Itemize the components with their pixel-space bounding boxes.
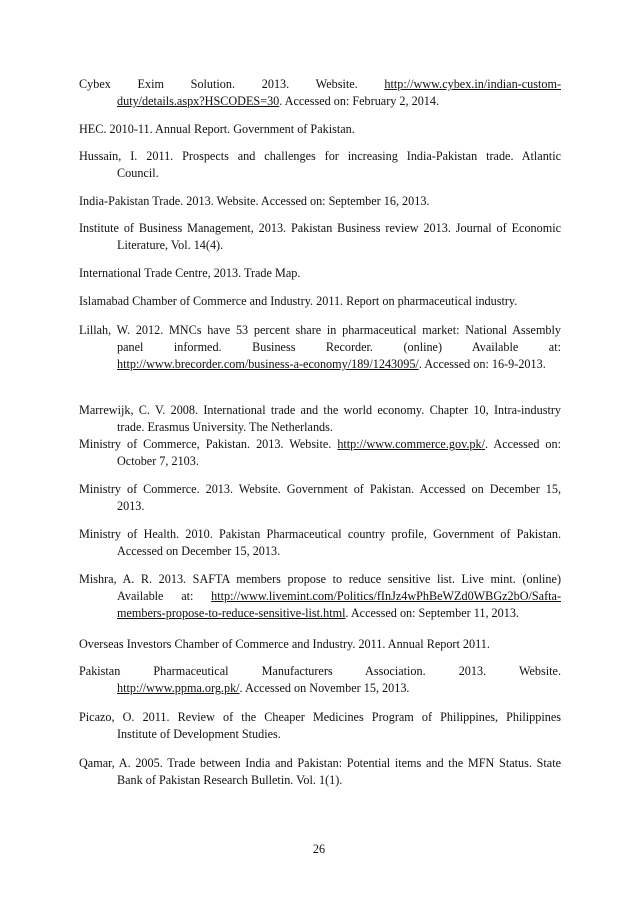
reference-text: Available at: [117,589,212,603]
reference-moc-2013 [79,481,561,515]
reference-text: HEC. 2010-11. Annual Report. Government of Pakistan. [79,122,355,136]
reference-text: . Accessed on: September 11, 2013. [345,606,519,620]
reference-text: International Trade Centre, 2013. Trade Map. [79,266,301,280]
reference-text: Ministry of Commerce, Pakistan. 2013. Website. [79,437,338,451]
reference-mishra [79,571,561,622]
reference-ministry-of-health [79,526,561,560]
reference-text: Cybex Exim Solution. 2013. Website. [79,77,358,91]
reference-itc [79,265,561,282]
reference-picazo [79,709,561,743]
reference-text: trade. Erasmus University. The Netherlands. [117,420,333,434]
reference-islamabad-chamber [79,293,561,310]
reference-text: October 7, 2103. [117,454,199,468]
reference-text: Qamar, A. 2005. Trade between India and Pakistan: Potential items and the MFN Status. State [79,756,561,770]
reference-iobm [79,220,561,254]
reference-text: 2013. [117,499,145,513]
reference-text: India-Pakistan Trade. 2013. Website. Accessed on: September 16, 2013. [79,194,430,208]
reference-link[interactable]: http://www.brecorder.com/business-a-economy/189/1243095/ [117,357,419,371]
reference-text: . Accessed on November 15, 2013. [239,681,410,695]
reference-hec [79,121,561,138]
reference-text: Hussain, I. 2011. Prospects and challenges for increasing India-Pakistan trade. Atlantic [79,149,561,163]
page-number: 26 [312,842,326,856]
reference-link[interactable]: duty/details.aspx?HSCODES=30 [117,94,280,108]
reference-moc-pakistan [79,436,561,470]
reference-marrewijk [79,402,561,436]
reference-oicci [79,636,561,653]
reference-text: Mishra, A. R. 2013. SAFTA members propose to reduce sensitive list. Live mint. (online) [79,572,561,586]
reference-text: Lillah, W. 2012. MNCs have 53 percent share in pharmaceutical market: National Assembly [79,323,561,337]
reference-text: Islamabad Chamber of Commerce and Industry. 2011. Report on pharmaceutical industry. [79,294,518,308]
reference-qamar [79,755,561,789]
reference-cybex [79,76,561,110]
reference-link[interactable]: http://www.livemint.com/Politics/fInJz4wPhBeWZd0WBGz2bO/Safta- [211,589,561,603]
reference-text: Overseas Investors Chamber of Commerce and Industry. 2011. Annual Report 2011. [79,637,490,651]
reference-link[interactable]: http://www.ppma.org.pk/ [117,681,240,695]
reference-text: Marrewijk, C. V. 2008. International trade and the world economy. Chapter 10, Intra-industry [79,403,561,417]
reference-text: Literature, Vol. 14(4). [117,238,224,252]
reference-india-pakistan-trade [79,193,561,210]
reference-text: Accessed on December 15, 2013. [117,544,281,558]
reference-text: panel informed. Business Recorder. (online) Available at: [117,340,561,354]
reference-link[interactable]: members-propose-to-reduce-sensitive-list.html [117,606,346,620]
reference-link[interactable]: http://www.commerce.gov.pk/ [337,437,485,451]
reference-text: Institute of Business Management, 2013. Pakistan Business review 2013. Journal of Economic [79,221,561,235]
reference-lillah [79,322,561,373]
reference-text: Ministry of Commerce. 2013. Website. Government of Pakistan. Accessed on December 15, [79,482,561,496]
reference-text: Bank of Pakistan Research Bulletin. Vol. 1(1). [117,773,343,787]
reference-text: . Accessed on: [485,437,562,451]
reference-text: Picazo, O. 2011. Review of the Cheaper Medicines Program of Philippines, Philippines [79,710,561,724]
reference-link[interactable]: http://www.cybex.in/indian-custom- [384,77,561,91]
reference-text: . Accessed on: 16-9-2013. [418,357,546,371]
reference-hussain [79,148,561,182]
reference-text: . Accessed on: February 2, 2014. [279,94,440,108]
reference-ppma [79,663,561,697]
reference-text: Council. [117,166,159,180]
reference-text: Ministry of Health. 2010. Pakistan Pharmaceutical country profile, Government of Pakistan. [79,527,561,541]
reference-text: Institute of Development Studies. [117,727,281,741]
reference-text: Pakistan Pharmaceutical Manufacturers Association. 2013. Website. [79,664,561,678]
